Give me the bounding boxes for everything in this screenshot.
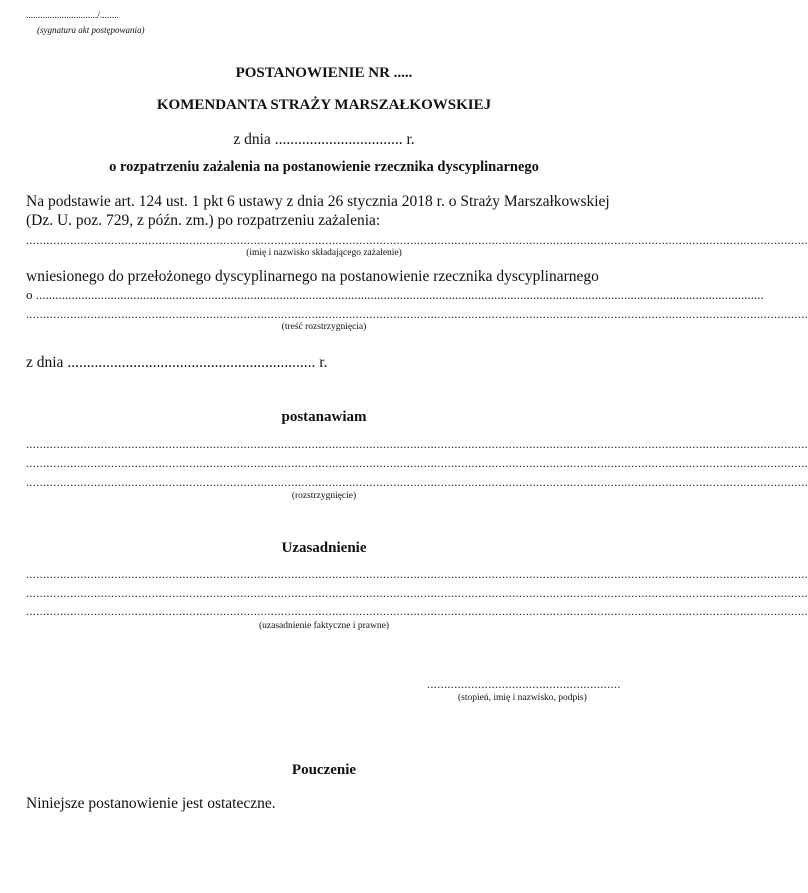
justification-dotted-line-3: ......................................................................................................................................................................................................................................	[26, 604, 808, 618]
appealed-decision-text: wniesionego do przełożonego dyscyplinarnego na postanowienie rzecznika dyscyplinarnego	[26, 268, 599, 285]
signature-dotted-line: .........................................................	[427, 677, 621, 691]
complainant-dotted-line: ......................................................................................................................................................................................................................................	[26, 233, 808, 247]
signature-caption: (stopień, imię i nazwisko, podpis)	[458, 693, 587, 703]
instruction-text: Niniejsze postanowienie jest ostateczne.	[26, 795, 276, 812]
case-reference-line: ............................../........	[26, 11, 119, 21]
case-reference-caption: (sygnatura akt postępowania)	[37, 25, 145, 35]
complainant-caption: (imię i nazwisko składającego zażalenie)	[246, 248, 402, 258]
decision-dotted-line-2: ......................................................................................................................................................................................................................................	[26, 456, 808, 470]
justification-dotted-line-2: ......................................................................................................................................................................................................................................	[26, 586, 808, 600]
legal-basis-line-1: Na podstawie art. 124 ust. 1 pkt 6 ustawy z dnia 26 stycznia 2018 r. o Straży Marszałkowskiej	[26, 193, 610, 210]
issue-date-line: z dnia ................................. r.	[233, 131, 415, 148]
decision-caption: (rozstrzygnięcie)	[291, 491, 357, 501]
appealed-decision-o-line: o ................................................................................................................................................................................................................................	[26, 287, 764, 302]
document-subject: o rozpatrzeniu zażalenia na postanowienie rzecznika dyscyplinarnego	[109, 159, 539, 175]
justification-caption: (uzasadnienie faktyczne i prawne)	[258, 621, 390, 631]
decision-heading: postanawiam	[281, 409, 367, 425]
instruction-heading: Pouczenie	[291, 762, 357, 778]
justification-heading: Uzasadnienie	[281, 540, 367, 556]
legal-basis-line-2: (Dz. U. poz. 729, z późn. zm.) po rozpatrzeniu zażalenia:	[26, 212, 381, 229]
document-title: POSTANOWIENIE NR .....	[235, 65, 413, 81]
justification-dotted-line-1: ......................................................................................................................................................................................................................................	[26, 567, 808, 581]
decision-dotted-line-3: ......................................................................................................................................................................................................................................	[26, 475, 808, 489]
appealed-decision-caption: (treść rozstrzygnięcia)	[281, 322, 367, 332]
appeal-date-line: z dnia ................................................................ r.	[26, 354, 328, 371]
decision-dotted-line-1: ......................................................................................................................................................................................................................................	[26, 437, 808, 451]
appealed-decision-dotted-line: ......................................................................................................................................................................................................................................	[26, 307, 808, 321]
issuer-title: KOMENDANTA STRAŻY MARSZAŁKOWSKIEJ	[156, 97, 492, 113]
